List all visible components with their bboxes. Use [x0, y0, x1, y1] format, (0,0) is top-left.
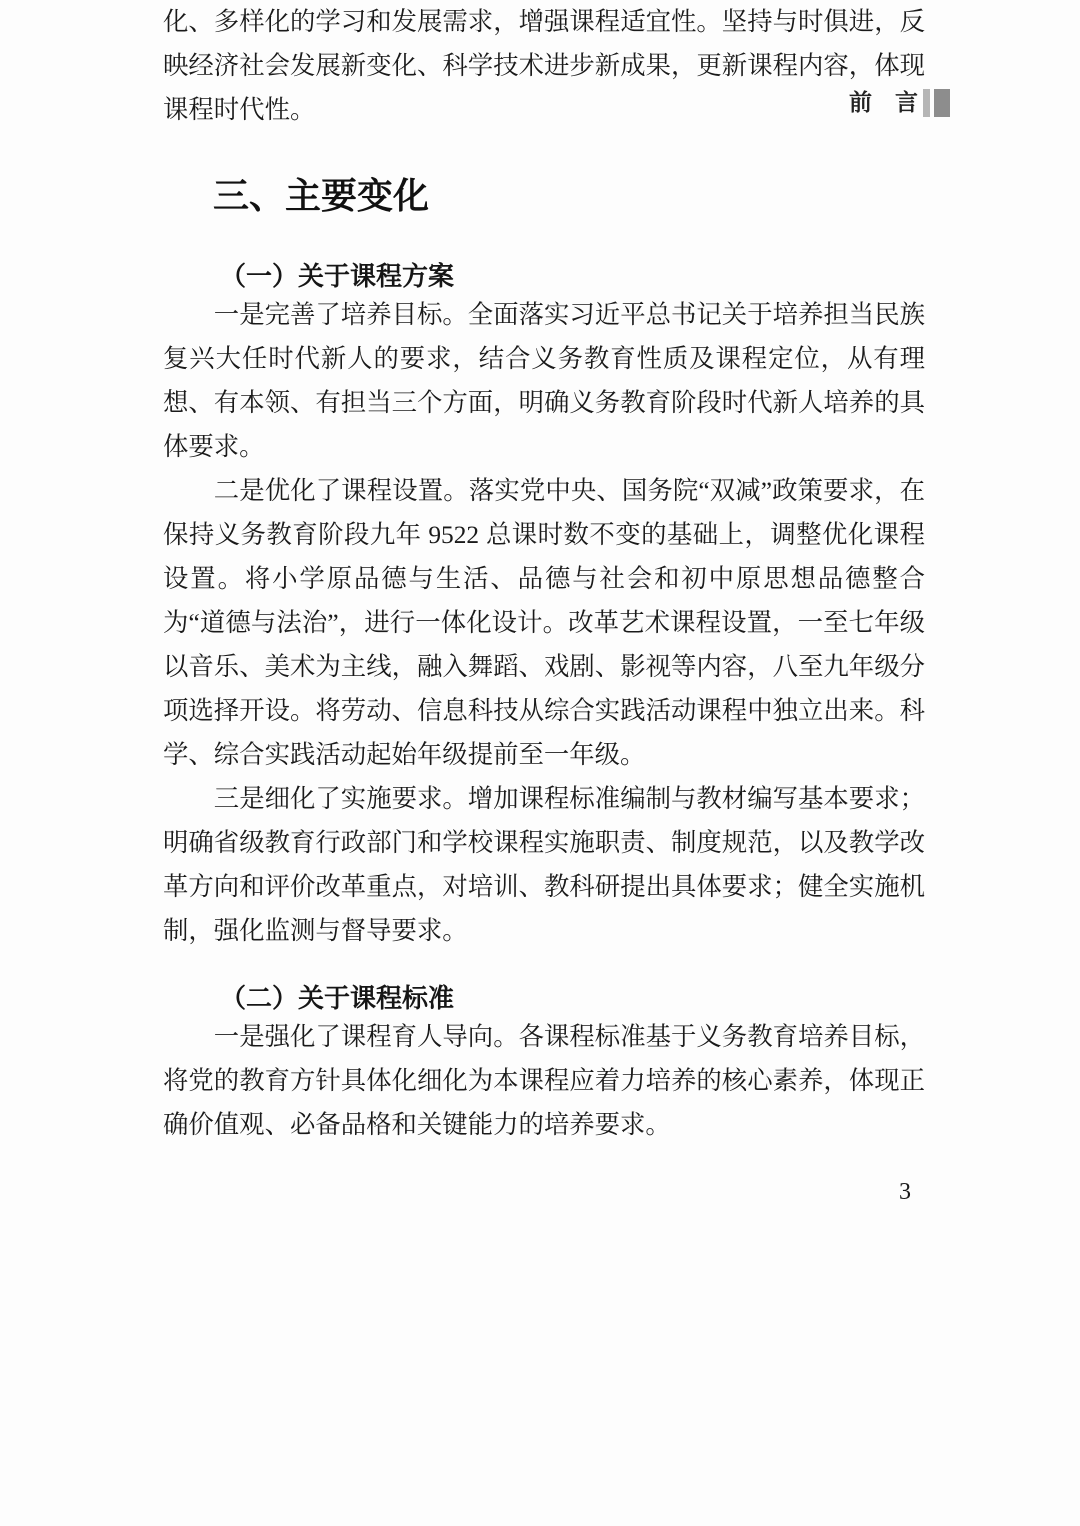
subsection-heading-2: （二）关于课程标准 [220, 983, 455, 1013]
running-header-title: 前 言 [849, 90, 918, 115]
body-paragraph: 三是细化了实施要求。增加课程标准编制与教材编写基本要求；明确省级教育行政部门和学校课程实施职责、制度规范，以及教学改革方向和评价改革重点，对培训、教科研提出具体要求；健全实施机制，强化监测与督导要求。 [163, 785, 925, 945]
body-paragraph: 二是优化了课程设置。落实党中央、国务院“双减”政策要求，在保持义务教育阶段九年 9522 总课时数不变的基础上，调整优化课程设置。将小学原品德与生活、品德与社会和初中原思想品德整合为“道德与法治”，进行一体化设计。改革艺术课程设置，一至七年级以音乐、美术为主线，融入舞蹈、戏剧、影视等内容，八至九年级分项选择开设。将劳动、信息科技从综合实践活动课程中独立出来。科学、综合实践活动起始年级提前至一年级。 [163, 477, 925, 769]
body-paragraph: 一是强化了课程育人导向。各课程标准基于义务教育培养目标，将党的教育方针具体化细化为本课程应着力培养的核心素养，体现正确价值观、必备品格和关键能力的培养要求。 [163, 1023, 925, 1139]
page-number: 3 [899, 1179, 911, 1205]
page-content [163, 0, 925, 1207]
paragraph-continuation: 化、多样化的学习和发展需求，增强课程适宜性。坚持与时俱进，反映经济社会发展新变化、科学技术进步新成果，更新课程内容，体现课程时代性。 [163, 8, 925, 124]
header-decor-bar-thick [934, 89, 950, 117]
body-paragraph: 一是完善了培养目标。全面落实习近平总书记关于培养担当民族复兴大任时代新人的要求，结合义务教育性质及课程定位，从有理想、有本领、有担当三个方面，明确义务教育阶段时代新人培养的具体要求。 [163, 301, 925, 461]
subsection-heading-1: （一）关于课程方案 [220, 261, 455, 291]
section-heading: 三、主要变化 [213, 176, 430, 216]
